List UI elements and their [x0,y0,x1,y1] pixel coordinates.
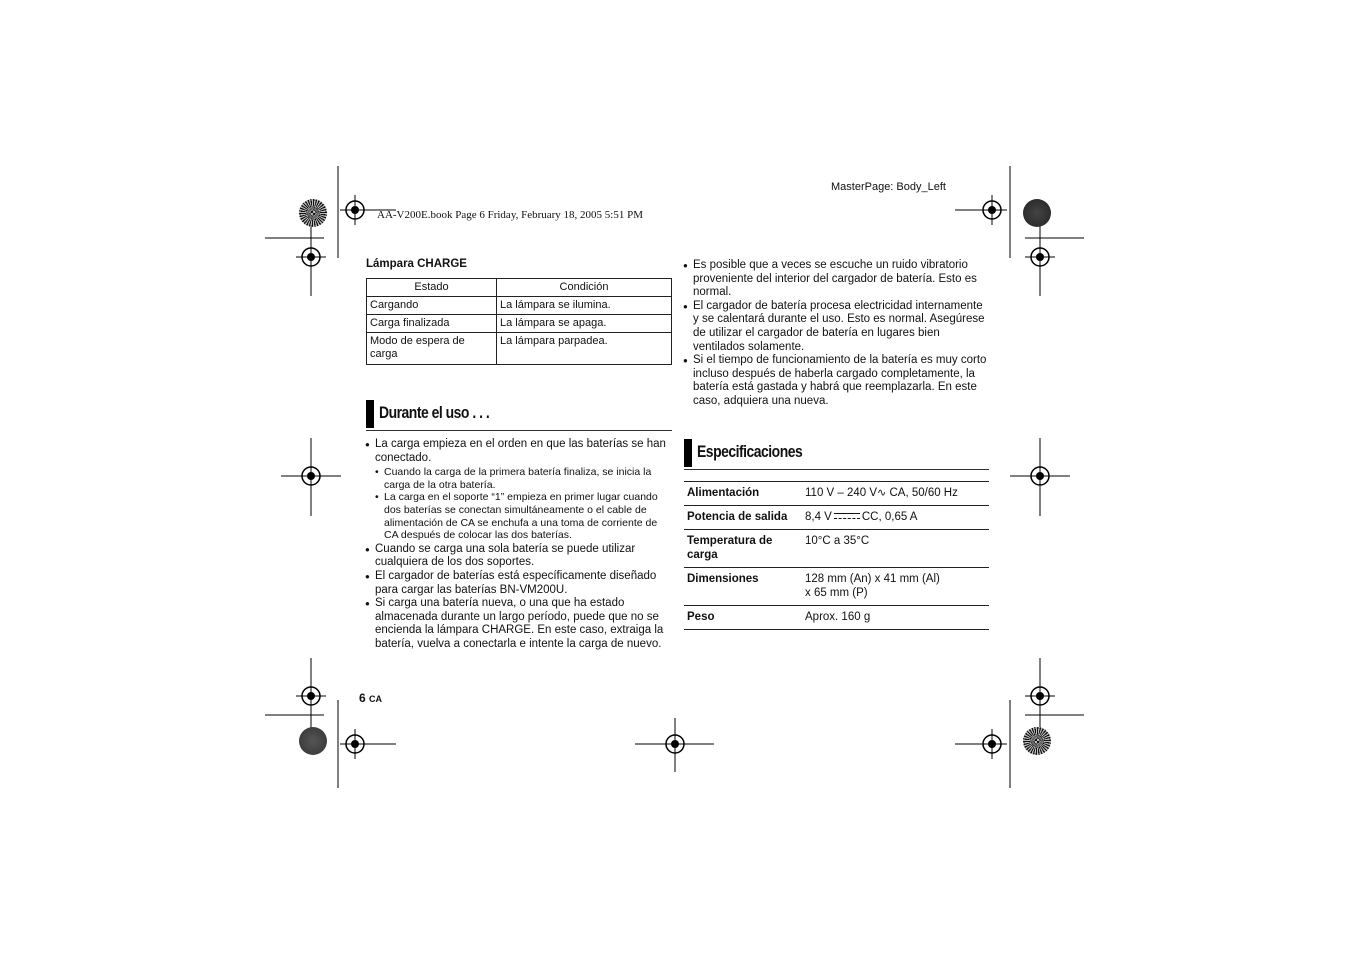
table-row [684,606,989,630]
right-bullet-list [683,259,988,409]
dc-symbol-icon [834,511,860,521]
sub-list-item: • Cuando la carga de la primera batería finaliza, se inicia la carga de la otra batería. [375,466,670,491]
specs-table [684,481,989,630]
sub-list-item: • La carga en el soporte “1” empieza en primer lugar cuando dos baterías se conectan simultáneamente o el cable de alimentación de CA se enchufa a una toma de corriente de CA después de colocar las dos baterías. [375,491,670,541]
specs-heading [684,439,989,470]
specs-title: Especificaciones [697,442,803,461]
sub-bullet-list [375,466,670,542]
starburst-mark-icon [1023,727,1051,755]
spec-label: Dimensiones [684,568,802,606]
durante-bullet-list [365,438,670,652]
masterpage-label: MasterPage: Body_Left [831,181,946,193]
table-row [367,297,672,315]
bullet-text: La carga empieza en el orden en que las baterías se han conectado. [375,438,666,464]
durante-title: Durante el uso . . . [379,403,490,422]
table-cell: Cargando [367,297,497,315]
durante-heading [366,400,672,431]
page-code: CA [369,694,383,704]
gray-patch-mark-icon [299,727,327,755]
list-item: ● Si el tiempo de funcionamiento de la batería es muy corto incluso después de haberla cargado completamente, la batería está gastada y habrá que reemplazarla. En este caso, adquiera una nueva. [683,354,988,408]
table-header-row [367,279,672,297]
list-item: ● Si carga una batería nueva, o una que ha estado almacenada durante un largo período, puede que no se encienda la lámpara CHARGE. En este caso, extraiga la batería, vuelva a conectarla e intente la carga de nuevo. [365,597,670,651]
gray-patch-mark-icon [1023,199,1051,227]
spec-value [802,506,989,530]
table-cell: Modo de espera de carga [367,333,497,365]
list-item: ● Cuando se carga una sola batería se puede utilizar cualquiera de los dos soportes. [365,543,670,570]
lamp-table [366,278,672,365]
spec-value-part: 8,4 V [805,511,832,523]
page-number-value: 6 [359,691,366,705]
table-cell: Carga finalizada [367,315,497,333]
spec-label: Alimentación [684,482,802,506]
spec-value [802,568,989,606]
spec-value [802,482,989,506]
spec-value-part: x 65 mm (P) [805,587,868,599]
table-row [684,482,989,506]
table-row [684,506,989,530]
table-cell: La lámpara parpadea. [497,333,672,365]
table-cell: La lámpara se ilumina. [497,297,672,315]
spec-label: Temperatura de carga [684,530,802,568]
spec-label: Peso [684,606,802,630]
column-header: Estado [367,279,497,297]
starburst-mark-icon [299,199,327,227]
spec-value-part: 128 mm (An) x 41 mm (Al) [805,573,940,585]
column-header: Condición [497,279,672,297]
table-row [684,530,989,568]
spec-value-part: 110 V – 240 V [805,487,878,499]
heading-bar [366,400,374,428]
spec-value: Aprox. 160 g [802,606,989,630]
table-cell: La lámpara se apaga. [497,315,672,333]
table-row [367,315,672,333]
spec-value-part: CC, 0,65 A [861,511,918,523]
list-item: ● El cargador de batería procesa electricidad internamente y se calentará durante el uso. Esto es normal. Asegúrese de utilizar el cargador de batería en lugares bien ventilados solamente. [683,300,988,354]
lamp-section-title: Lámpara CHARGE [366,258,467,270]
page-number [359,691,382,705]
spec-value-part: CA, 50/60 Hz [889,487,958,499]
table-row [367,333,672,365]
table-row [684,568,989,606]
ac-symbol-icon: ∿ [877,487,887,499]
list-item: ● El cargador de baterías está específicamente diseñado para cargar las baterías BN-VM200U. [365,570,670,597]
spec-label: Potencia de salida [684,506,802,530]
list-item [365,438,670,542]
spec-value: 10°C a 35°C [802,530,989,568]
book-info-line: AA-V200E.book Page 6 Friday, February 18, 2005 5:51 PM [377,209,644,221]
heading-bar [684,439,692,467]
list-item: ● Es posible que a veces se escuche un ruido vibratorio proveniente del interior del cargador de batería. Esto es normal. [683,259,988,300]
